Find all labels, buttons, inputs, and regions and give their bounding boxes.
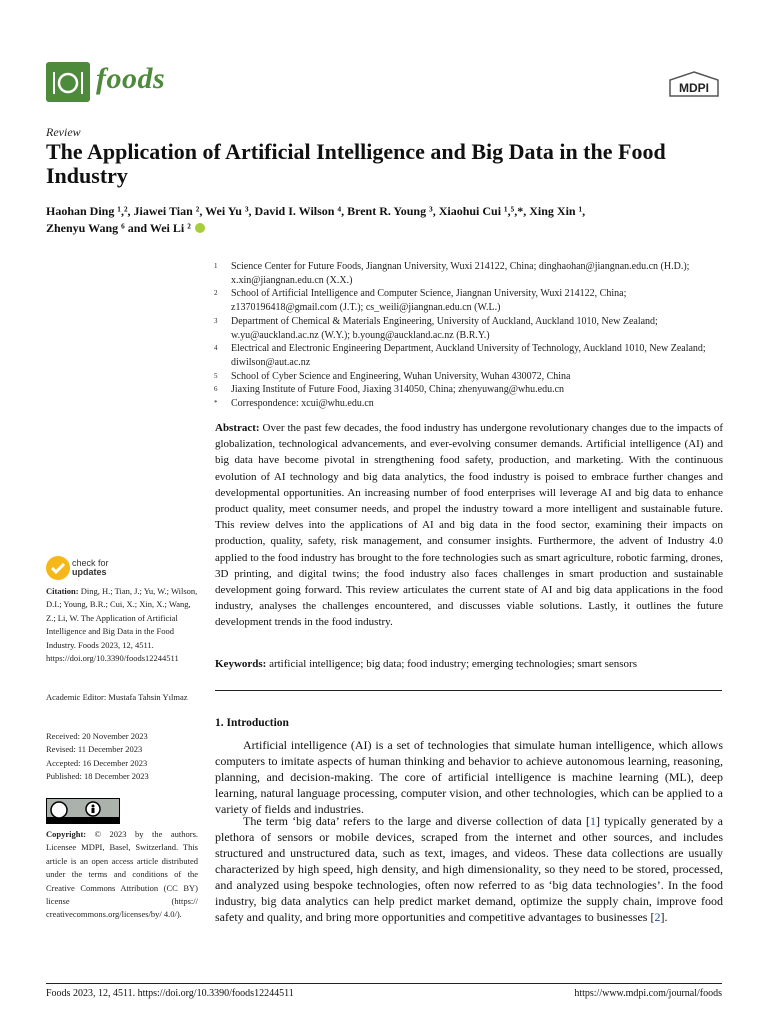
academic-editor: Academic Editor: Mustafa Tahsin Yılmaz xyxy=(46,692,188,702)
intro-paragraph-2 xyxy=(215,813,723,925)
article-title: The Application of Artificial Intelligence and Big Data in the Food Industry xyxy=(46,139,666,188)
authors-text-1: Haohan Ding ¹,², Jiawei Tian ², Wei Yu ³, David I. Wilson ⁴, Brent R. Young ³, Xiaohui Cui ¹,⁵,*, Xing Xin ¹, xyxy=(46,204,586,218)
section-divider xyxy=(215,690,722,691)
affiliation-item xyxy=(214,370,724,384)
journal-name: foods xyxy=(96,62,166,95)
affiliation-mark: 1 xyxy=(214,262,218,270)
affiliation-text: Electrical and Electronic Engineering Department, Auckland University of Technology, Auckland 1010, New Zealand; diwilson@aut.ac.nz xyxy=(231,343,706,368)
abstract-label: Abstract: xyxy=(215,422,260,434)
affiliations xyxy=(214,260,724,411)
author-list xyxy=(46,203,736,237)
abstract xyxy=(215,420,723,631)
affiliation-mark: 5 xyxy=(214,371,218,380)
affiliation-item xyxy=(214,383,724,397)
citation-label: Citation: xyxy=(46,586,79,596)
affiliation-text: School of Cyber Science and Engineering, Wuhan University, Wuhan 430072, China xyxy=(231,370,571,382)
affiliation-mark: 6 xyxy=(214,385,218,394)
article-type: Review xyxy=(46,125,81,139)
date-revised: Revised: 11 December 2023 xyxy=(46,744,143,755)
citation-text: Ding, H.; Tian, J.; Yu, W.; Wilson, D.I.; Young, B.R.; Cui, X.; Xin, X.; Wang, Z.; Li, W. The Application of Artificial Intelligence and Big Data in the Food Industry. Foods 2023, 12, 4511. https://doi.org/10.3390/foods12244511 xyxy=(46,586,198,664)
footer-journal-url[interactable]: https://www.mdpi.com/journal/foods xyxy=(574,988,722,999)
affiliation-text: Correspondence: xcui@whu.edu.cn xyxy=(231,398,374,410)
paragraph-text: ]. xyxy=(660,910,668,924)
publisher-name: MDPI xyxy=(679,81,709,95)
keywords-label: Keywords: xyxy=(215,658,267,670)
copyright-text: © 2023 by the authors. Licensee MDPI, Basel, Switzerland. This article is an open access article distributed under the terms and conditions of the Creative Commons Attribution (CC BY) license (https:// creativecommons.org/licenses/by/ 4.0/). xyxy=(46,829,199,920)
abstract-text: Over the past few decades, the food industry has undergone revolutionary changes due to the impacts of globalization, technological advancements, and ever-evolving consumer demands. Artificial intelligence (AI) and big data have become pivotal in strengthening food safety, production, and marketing. With the continuous evolution of AI technology and big data analytics, the food industry is poised to embrace further changes and developmental opportunities. An increasing number of food enterprises will leverage AI and big data to enhance product quality, meet consumer needs, and propel the industry toward a more intelligent and sustainable future. This review delves into the applications of AI and big data in the food sector, examining their impacts on production, quality, safety, risk management, and consumer insights. Furthermore, the advent of Industry 4.0 applied to the food industry has brought to the fore technologies such as smart agriculture, robotic farming, drones, 3D printing, and digital twins; the food industry also faces challenges in smart production and sustainable development going forward. This review articulates the current state of AI and big data applications in the food industry, analyses the challenges encountered, and discusses viable solutions. Lastly, it outlines the future development trends in the food industry. xyxy=(215,422,724,629)
affiliation-item xyxy=(214,315,724,342)
reference-link[interactable]: 2 xyxy=(654,910,661,924)
orcid-icon[interactable] xyxy=(195,223,205,233)
check-updates-icon[interactable] xyxy=(46,556,70,580)
intro-paragraph-1: Artificial intelligence (AI) is a set of technologies that simulate human intelligence, which allows computers to imitate aspects of human thinking and behavior to achieve autonomous learning, reasoning, planning, and decision-making. The core of artificial intelligence is machine learning (ML), deep learning, natural language processing, computer vision, and other technologies, which can be applied to a variety of fields and industries. xyxy=(215,738,723,816)
affiliation-text: Science Center for Future Foods, Jiangnan University, Wuxi 214122, China; dinghaohan@jiangnan.edu.cn (H.D.); x.xin@jiangnan.edu.cn (X.X.) xyxy=(231,261,690,286)
date-accepted: Accepted: 16 December 2023 xyxy=(46,757,148,768)
citation xyxy=(46,585,198,665)
affiliation-mark: 4 xyxy=(214,344,218,353)
affiliation-mark: * xyxy=(214,399,218,408)
date-published: Published: 18 December 2023 xyxy=(46,771,149,782)
publication-dates xyxy=(46,730,198,784)
author-line xyxy=(46,220,736,237)
affiliation-mark: 2 xyxy=(214,289,218,298)
affiliation-mark: 3 xyxy=(214,316,218,325)
affiliation-item xyxy=(214,342,724,369)
check-updates-line-1: check for xyxy=(72,558,109,568)
affiliation-item xyxy=(214,397,724,411)
copyright-label: Copyright: xyxy=(46,829,87,839)
publisher-logo xyxy=(667,70,721,100)
keywords xyxy=(215,656,723,672)
reference-link[interactable]: 1 xyxy=(589,814,596,828)
authors-text-2: Zhenyu Wang ⁶ and Wei Li ² xyxy=(46,221,191,235)
keywords-text: artificial intelligence; big data; food industry; emerging technologies; smart sensors xyxy=(269,658,637,670)
footer-citation: Foods 2023, 12, 4511. https://doi.org/10.3390/foods12244511 xyxy=(46,988,294,999)
plate-icon xyxy=(46,62,90,102)
paragraph-text: The term ‘big data’ refers to the large and diverse collection of data [ xyxy=(243,814,590,828)
check-updates-button[interactable] xyxy=(72,559,109,577)
date-received: Received: 20 November 2023 xyxy=(46,731,148,741)
affiliation-text: School of Artificial Intelligence and Computer Science, Jiangnan University, Wuxi 214122, China; z1370196418@gmail.com (J.T.); cs_weili@jiangnan.edu.cn (W.L.) xyxy=(231,288,627,314)
paragraph-text: ] typically generated by a plethora of sensors or mobile devices, scraped from the internet and other sources, and includes structured and unstructured data, such as text, images, and videos. These data collections are usually characterized by high speed, high density, and high dimensionality, so they need to be stored, processed, and analyzed using bespoke technologies, often now referred to as ‘big data technologies’. In the food industry, big data analytics can help predict market demand, optimize the supply chain, improve food safety and quality, and bring more opportunities and competitive advantages to businesses [ xyxy=(215,814,723,924)
affiliation-item xyxy=(214,260,724,287)
affiliation-text: Jiaxing Institute of Future Food, Jiaxing 314050, China; zhenyuwang@whu.edu.cn xyxy=(231,384,565,396)
affiliation-text: Department of Chemical & Materials Engineering, University of Auckland, Auckland 1010, New Zealand; w.yu@auckland.ac.nz (W.Y.); b.young@auckland.ac.nz (B.R.Y.) xyxy=(231,315,658,341)
author-line xyxy=(46,203,736,220)
cc-by-license-badge[interactable] xyxy=(46,798,120,824)
footer-divider xyxy=(46,983,722,984)
copyright-notice xyxy=(46,828,198,922)
section-heading: 1. Introduction xyxy=(215,717,289,729)
affiliation-item xyxy=(214,287,724,314)
journal-logo xyxy=(46,62,90,102)
check-updates-line-2: updates xyxy=(72,567,107,577)
